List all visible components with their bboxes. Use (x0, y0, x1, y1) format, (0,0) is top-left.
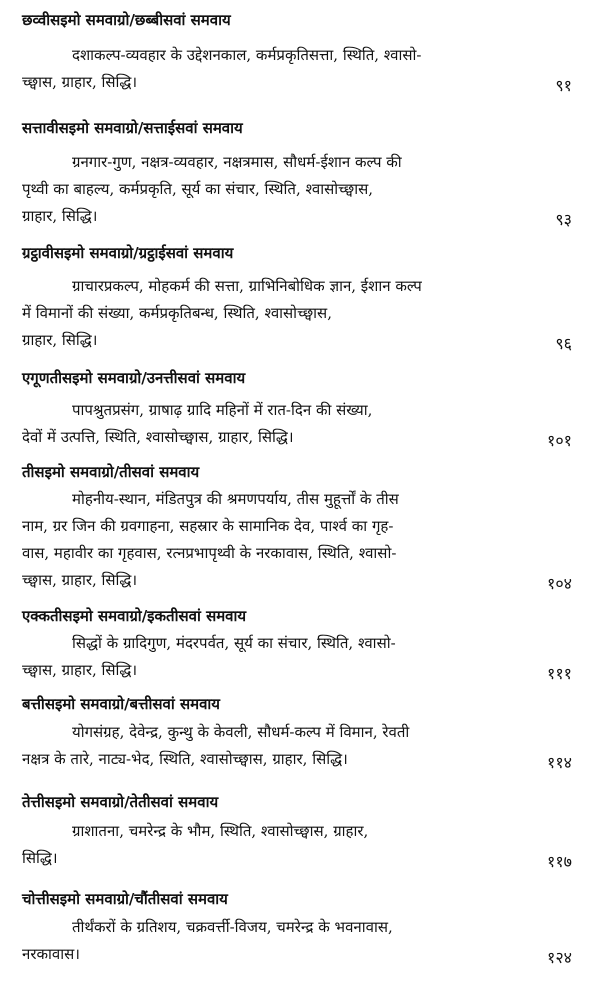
section-text-line: सिद्धि। (22, 849, 58, 867)
section-text-line: मोहनीय-स्थान, मंडितपुत्र की श्रमणपर्याय, तीस मुहूर्त्तों के तीस (72, 490, 399, 508)
section-heading: एक्कतीसइमो समवाग्रो/इकतीसवां समवाय (22, 607, 247, 625)
section-heading: तीसइमो समवाग्रो/तीसवां समवाय (22, 463, 200, 481)
page-number: ११४ (547, 753, 572, 772)
section-text-line: तीर्थंकरों के ग्रतिशय, चक्रवर्त्ती-विजय, चमरेन्द्र के भवनावास, (72, 918, 393, 936)
section-heading: बत्तीसइमो समवाग्रो/बत्तीसवां समवाय (22, 695, 220, 713)
page-number: १११ (547, 664, 572, 683)
section-heading: एगूणतीसइमो समवाग्रो/उनत्तीसवां समवाय (22, 369, 246, 387)
page-number: १०४ (547, 574, 572, 593)
page-number: १०१ (547, 431, 572, 450)
page-number: ९६ (555, 334, 572, 353)
section-heading: तेत्तीसइमो समवाग्रो/तेतीसवां समवाय (22, 793, 219, 811)
section-text-line: ग्रनगार-गुण, नक्षत्र-व्यवहार, नक्षत्रमास, सौधर्म-ईशान कल्प की (72, 153, 402, 171)
section-heading: ग्रट्ठावीसइमो समवाग्रो/ग्रट्ठाईसवां समवाय (22, 244, 234, 262)
section-text-line: पृथ्वी का बाहल्य, कर्मप्रकृति, सूर्य का संचार, स्थिति, श्वासोच्छ्वास, (22, 180, 373, 198)
section-text-line: ग्राशातना, चमरेन्द्र के भौम, स्थिति, श्वासोच्छ्वास, ग्राहार, (72, 822, 369, 840)
section-text-line: च्छ्वास, ग्राहार, सिद्धि। (22, 661, 138, 679)
section-text-line: ग्राहार, सिद्धि। (22, 331, 98, 349)
section-text-line: नरकावास। (22, 945, 80, 963)
section-heading: सत्तावीसइमो समवाग्रो/सत्ताईसवां समवाय (22, 119, 243, 137)
section-heading: चोत्तीसइमो समवाग्रो/चौंतीसवां समवाय (22, 890, 228, 908)
section-text-line: च्छ्वास, ग्राहार, सिद्धि। (22, 571, 138, 589)
section-text-line: च्छ्वास, ग्राहार, सिद्धि। (22, 73, 138, 91)
page-number: ९१ (555, 76, 572, 95)
section-text-line: सिद्धों के ग्रादिगुण, मंदरपर्वत, सूर्य का संचार, स्थिति, श्वासो- (72, 634, 396, 652)
section-heading: छव्वीसइमो समवाग्रो/छब्बीसवां समवाय (22, 11, 231, 29)
section-text-line: दशाकल्प-व्यवहार के उद्देशनकाल, कर्मप्रकृतिसत्ता, स्थिति, श्वासो- (72, 46, 422, 64)
page-number: ११७ (547, 852, 572, 871)
section-text-line: योगसंग्रह, देवेन्द्र, कुन्थु के केवली, सौधर्म-कल्प में विमान, रेवती (72, 723, 410, 741)
section-text-line: नक्षत्र के तारे, नाट्य-भेद, स्थिति, श्वासोच्छ्वास, ग्राहार, सिद्धि। (22, 750, 348, 768)
section-text-line: पापश्रुतप्रसंग, ग्राषाढ़ ग्रादि महिनों में रात-दिन की संख्या, (72, 401, 373, 419)
section-text-line: वास, महावीर का गृहवास, रत्नप्रभापृथ्वी के नरकावास, स्थिति, श्वासो- (22, 544, 397, 562)
section-text-line: ग्राचारप्रकल्प, मोहकर्म की सत्ता, ग्राभिनिबोधिक ज्ञान, ईशान कल्प (72, 277, 422, 295)
section-text-line: नाम, ग्रर जिन की ग्रवगाहना, सहस्रार के सामानिक देव, पार्श्व का गृह- (22, 517, 394, 535)
section-text-line: देवों में उत्पत्ति, स्थिति, श्वासोच्छ्वास, ग्राहार, सिद्धि। (22, 428, 294, 446)
page-number: १२४ (547, 948, 572, 967)
page-number: ९३ (555, 210, 572, 229)
section-text-line: ग्राहार, सिद्धि। (22, 207, 98, 225)
section-text-line: में विमानों की संख्या, कर्मप्रकृतिबन्ध, स्थिति, श्वासोच्छ्वास, (22, 304, 332, 322)
